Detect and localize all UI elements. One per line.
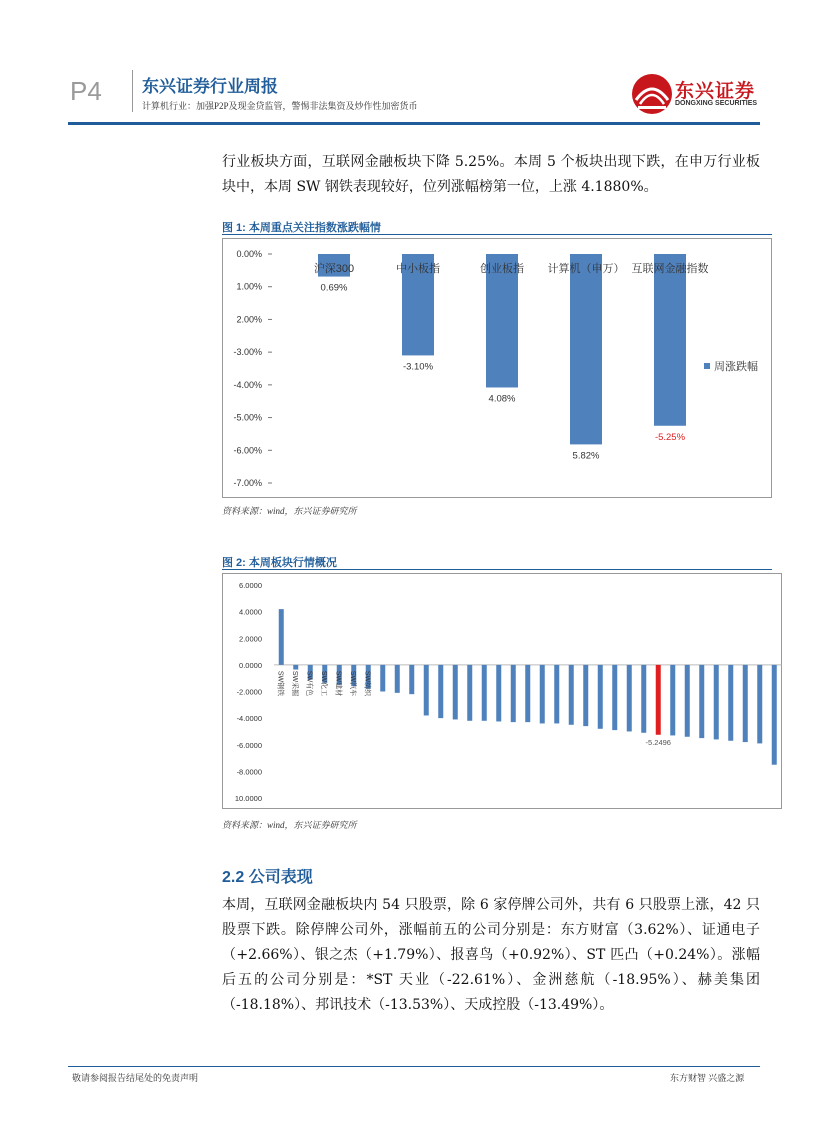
chart2-bar — [699, 665, 704, 738]
chart2-bar — [540, 665, 545, 724]
chart2-bar — [554, 665, 559, 724]
chart2-bar — [598, 665, 603, 729]
paragraph-industry: 行业板块方面，互联网金融板块下降 5.25%。本周 5 个板块出现下跌，在申万行业板块中，本周 SW 钢铁表现较好，位列涨幅榜第一位，上涨 4.1880%。 — [222, 154, 760, 195]
chart2-ytick-label: -4.0000 — [236, 714, 262, 724]
chart1-bar — [654, 254, 686, 426]
figure1-title: 图 1: 本周重点关注指数涨跌幅情 — [222, 222, 381, 234]
chart1-category-label: 中小板指 — [396, 263, 440, 275]
chart2-bar — [627, 665, 632, 732]
chart2-category-label: SW钢铁 — [276, 670, 284, 697]
chart2-ytick-label: 6.0000 — [239, 581, 262, 590]
chart2-bar — [395, 665, 400, 693]
figure2-source: 资料来源：wind，东兴证券研究所 — [222, 820, 357, 830]
chart2-ytick-label: -2.0000 — [236, 687, 262, 697]
chart2-category-label: SW采掘 — [290, 670, 298, 697]
chart2-category-label: SW有色 — [305, 670, 313, 697]
chart2-ytick-label: 10.0000 — [234, 794, 262, 803]
chart2-category-label: SW纺织 — [363, 670, 371, 697]
chart1-data-label: 5.82% — [572, 450, 600, 462]
chart2-bar — [757, 665, 762, 744]
chart2-bar — [467, 665, 472, 721]
chart1-bar — [570, 254, 602, 444]
chart1-legend-label: 周涨跌幅 — [714, 361, 758, 373]
figure1-source: 资料来源：wind，东兴证券研究所 — [222, 506, 357, 516]
chart2-bar — [453, 665, 458, 720]
paragraph-company: 本周，互联网金融板块内 54 只股票，除 6 家停牌公司外，共有 6 只股票上涨，42 只股票下跌。除停牌公司外，涨幅前五的公司分别是：东方财富（3.62%）、证通电子（+2.66%）、银之杰（+1.79%）、报喜鸟（+0.92%）、ST 匹凸（+0.24%）。涨幅后五的公司分别是：*ST 天业（-22.61%）、金洲慈航（-18.95%）、赫美集团（-18.18%）、邦讯技术（-13.53%）、天成控股（-13.49%）。 — [222, 897, 760, 1013]
chart2-data-label: -5.2496 — [645, 737, 671, 747]
chart1-data-label: 0.69% — [320, 282, 348, 294]
chart1-category-label: 计算机（申万） — [547, 263, 625, 275]
footer-rule — [68, 1066, 760, 1067]
chart2-bar — [743, 665, 748, 742]
chart2-category-label: SW汽车 — [348, 670, 356, 697]
chart2-bar — [772, 665, 777, 765]
chart1-ytick-label: 2.00% — [236, 314, 262, 325]
chart2-bar — [656, 665, 661, 735]
chart2-bar — [714, 665, 719, 740]
chart2-bar — [438, 665, 443, 718]
chart2-bar — [641, 665, 646, 733]
chart1-ytick-label: -3.00% — [233, 347, 262, 358]
chart1-legend-swatch — [704, 363, 710, 369]
chart2-bar — [293, 665, 298, 670]
figure1-chart — [222, 238, 772, 498]
chart2-bar — [583, 665, 588, 726]
chart1-ytick-label: 1.00% — [236, 281, 262, 292]
chart2-bar — [728, 665, 733, 741]
footer-slogan: 东方财智 兴盛之源 — [670, 1073, 745, 1083]
chart2-bar — [525, 665, 530, 722]
footer-disclaimer: 敬请参阅报告结尾处的免责声明 — [72, 1073, 199, 1083]
chart1-data-label: 4.08% — [488, 393, 516, 405]
chart1-ytick-label: -4.00% — [233, 379, 262, 390]
chart1-ytick-label: -5.00% — [233, 412, 262, 423]
chart2-bar — [380, 665, 385, 692]
chart2-category-label: SW建材 — [334, 670, 342, 697]
logo-text-en: DONGXING SECURITIES — [675, 100, 758, 107]
chart2-ytick-label: 0.0000 — [239, 660, 262, 670]
chart2-bar — [511, 665, 516, 722]
page-number: P4 — [70, 76, 102, 106]
chart2-ytick-label: -6.0000 — [236, 740, 262, 750]
chart2-bar — [569, 665, 574, 725]
chart1-category-label: 创业板指 — [480, 263, 524, 275]
figure2-title: 图 2: 本周板块行情概况 — [222, 557, 337, 569]
chart1-category-label: 沪深300 — [313, 263, 355, 275]
chart1-category-label: 互联网金融指数 — [631, 263, 709, 275]
chart1-data-label: -5.25% — [654, 431, 686, 443]
figure2-rule — [222, 569, 772, 570]
figure1-rule — [222, 234, 772, 235]
chart2-ytick-label: -8.0000 — [236, 767, 262, 777]
chart2-bar — [612, 665, 617, 730]
report-subtitle: 计算机行业：加强P2P及现金贷监管，警惕非法集资及炒作性加密货币 — [142, 101, 418, 111]
chart1-ytick-label: -7.00% — [233, 478, 262, 488]
chart1-ytick-label: 0.00% — [236, 249, 262, 259]
logo-text-cn: 东兴证券 — [675, 81, 756, 102]
chart1-ytick-label: -6.00% — [233, 445, 262, 456]
chart2-bar — [685, 665, 690, 737]
header-rule — [68, 122, 760, 125]
chart2-bar — [482, 665, 487, 721]
chart2-bar — [279, 609, 284, 665]
chart1-data-label: -3.10% — [402, 361, 434, 373]
chart2-category-label: SW化工 — [319, 670, 327, 697]
chart2-ytick-label: 4.0000 — [239, 607, 262, 617]
chart2-bar — [496, 665, 501, 722]
chart2-bar — [424, 665, 429, 716]
report-title: 东兴证券行业周报 — [142, 77, 278, 96]
section-heading: 2.2 公司表现 — [222, 869, 313, 886]
chart2-bar — [670, 665, 675, 736]
header-divider — [132, 70, 133, 112]
chart2-bar — [409, 665, 414, 694]
chart2-ytick-label: 2.0000 — [239, 634, 262, 644]
figure2-chart — [222, 573, 782, 813]
